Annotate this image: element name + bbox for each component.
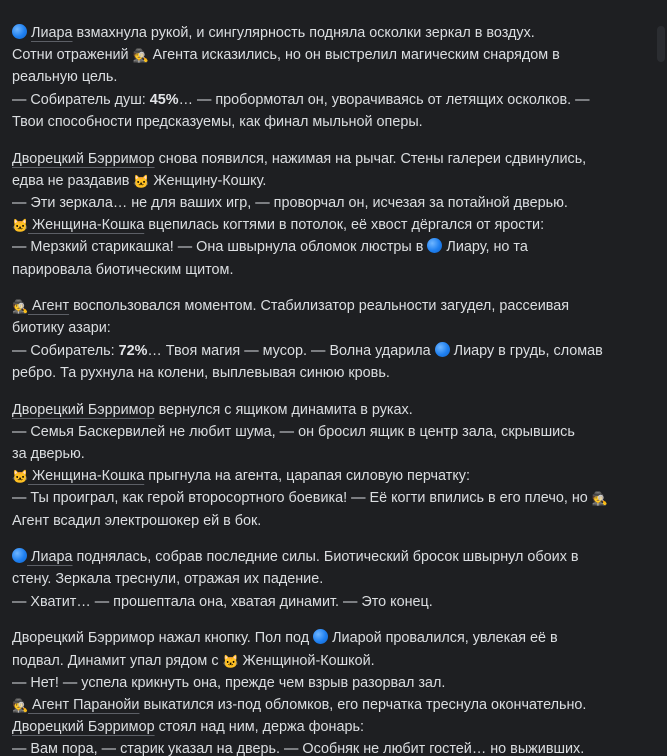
story-text: взмахнула рукой, и сингулярность подняла осколки зеркал в воздух. (72, 25, 535, 41)
story-line (12, 22, 618, 44)
story-text: подвал. Динамит упал рядом с (12, 652, 223, 669)
story-line (12, 44, 618, 66)
story-text: за дверью. (12, 445, 85, 462)
story-text: вцепилась когтями в потолок, её хвост дёргался от ярости: (144, 217, 545, 234)
story-line (12, 259, 618, 281)
story-line (12, 214, 618, 236)
story-text: … Твоя магия — мусор. — Волна ударила (147, 342, 435, 359)
story-text: — Ты проиграл, как герой второсортного боевика! — Её когти впились в его плечо, но (12, 490, 592, 507)
blue-circle-icon (12, 548, 27, 563)
story-line (12, 694, 618, 716)
story-line (12, 236, 618, 258)
blue-circle-icon (435, 342, 450, 357)
story-line (12, 738, 618, 756)
story-text: реальную цель. (12, 69, 118, 86)
story-text: — Семья Баскервилей не любит шума, — он бросил ящик в центр зала, скрывшись (12, 423, 575, 440)
story-text: — Хватит… — прошептала она, хватая динамит. — Это конец. (12, 593, 433, 610)
collector-percent: 72% (118, 342, 148, 359)
story-text: Агент всадил электрошокер ей в бок. (12, 512, 262, 529)
story-line (12, 568, 618, 590)
story-line (12, 295, 618, 317)
cat-face-icon: 🐱 (133, 173, 150, 189)
character-barrymore: Дворецкий Бэрримор (12, 401, 155, 418)
story-line (12, 465, 618, 487)
story-line (12, 170, 618, 192)
detective-icon: 🕵 (132, 48, 149, 64)
story-text: воспользовался моментом. Стабилизатор реальности загудел, рассеивая (69, 298, 570, 315)
story-text: Женщиной-Кошкой. (238, 652, 375, 669)
story-line (12, 89, 618, 111)
story-text: — Мерзкий старикашка! — Она швырнула обломок люстры в (12, 239, 428, 256)
story-line (12, 66, 618, 88)
story-text: Сотни отражений (12, 47, 133, 64)
story-text: поднялась, собрав последние силы. Биотический бросок швырнул обоих в (72, 549, 579, 566)
story-text: вернулся с ящиком динамита в руках. (154, 401, 413, 418)
story-line (12, 362, 618, 384)
story-text: — Нет! — успела крикнуть она, прежде чем взрыв разорвал зал. (12, 674, 446, 691)
story-text: Агента исказились, но он выстрелил магическим снарядом в (148, 47, 560, 64)
blue-circle-icon (427, 238, 442, 253)
story-text: — Собиратель душ: (12, 91, 150, 108)
detective-icon: 🕵 (12, 299, 29, 315)
scrollbar-thumb[interactable] (657, 26, 665, 62)
story-text: Твои способности предсказуемы, как финал мыльной оперы. (12, 113, 423, 130)
story-text: парировала биотическим щитом. (12, 261, 234, 278)
story-line (12, 487, 618, 509)
character-barrymore: Дворецкий Бэрримор (12, 150, 155, 167)
story-paragraph-1 (12, 22, 618, 133)
soul-collector-percent: 45% (149, 91, 179, 108)
story-text: Женщину-Кошку. (149, 172, 267, 189)
story-line (12, 650, 618, 672)
story-text: выкатился из-под обломков, его перчатка треснула окончательно. (139, 696, 587, 713)
story-line (12, 591, 618, 613)
story-line (12, 546, 618, 568)
character-catwoman: Женщина-Кошка (28, 468, 145, 485)
story-paragraph-4 (12, 399, 618, 532)
story-text: — Эти зеркала… не для ваших игр, — проворчал он, исчезая за потайной дверью. (12, 194, 568, 211)
story-text: ребро. Та рухнула на колени, выплевывая синюю кровь. (12, 364, 390, 381)
story-text: биотику азари: (12, 320, 111, 337)
story-text: стоял над ним, держа фонарь: (154, 719, 364, 736)
story-line (12, 148, 618, 170)
story-line (12, 627, 618, 649)
story-text: Лиарой провалился, увлекая её в (328, 630, 558, 647)
story-line (12, 672, 618, 694)
character-liara: Лиара (27, 549, 73, 566)
story-text: едва не раздавив (12, 172, 134, 189)
story-text: — Вам пора, — старик указал на дверь. — Особняк не любит гостей… но выживших. (12, 741, 585, 756)
character-liara: Лиара (31, 25, 73, 41)
story-line (12, 111, 618, 133)
story-text: Лиару, но та (442, 239, 528, 256)
detective-icon: 🕵 (12, 697, 29, 713)
blue-circle-icon (12, 24, 27, 39)
cat-face-icon: 🐱 (12, 218, 29, 234)
story-paragraph-6 (12, 627, 618, 756)
story-text: — Собиратель: (12, 342, 119, 359)
story-line (12, 399, 618, 421)
story-text: снова появился, нажимая на рычаг. Стены галереи сдвинулись, (154, 150, 587, 167)
story-line (12, 340, 618, 362)
cat-face-icon: 🐱 (12, 469, 29, 485)
story-text: стену. Зеркала треснули, отражая их падение. (12, 571, 324, 588)
character-catwoman: Женщина-Кошка (28, 217, 145, 234)
story-paragraph-5 (12, 546, 618, 613)
character-agent-paranoia: Агент Паранойи (28, 696, 140, 713)
story-text: … — пробормотал он, уворачиваясь от летящих осколков. — (178, 91, 590, 108)
story-line (12, 192, 618, 214)
story-text: прыгнула на агента, царапая силовую перчатку: (144, 468, 470, 485)
blue-circle-icon (313, 629, 328, 644)
story-line (12, 716, 618, 738)
detective-icon: 🕵 (591, 491, 608, 507)
story-text: Лиару в грудь, сломав (449, 342, 603, 359)
story-line (12, 421, 618, 443)
story-paragraph-2 (12, 148, 618, 281)
story-paragraph-3 (12, 295, 618, 384)
character-agent: Агент (28, 298, 70, 315)
story-line (12, 443, 618, 465)
character-barrymore: Дворецкий Бэрримор (12, 719, 155, 736)
story-line (12, 317, 618, 339)
story-text: Дворецкий Бэрримор нажал кнопку. Пол под (12, 630, 314, 647)
story-line (12, 510, 618, 532)
cat-face-icon: 🐱 (222, 653, 239, 669)
